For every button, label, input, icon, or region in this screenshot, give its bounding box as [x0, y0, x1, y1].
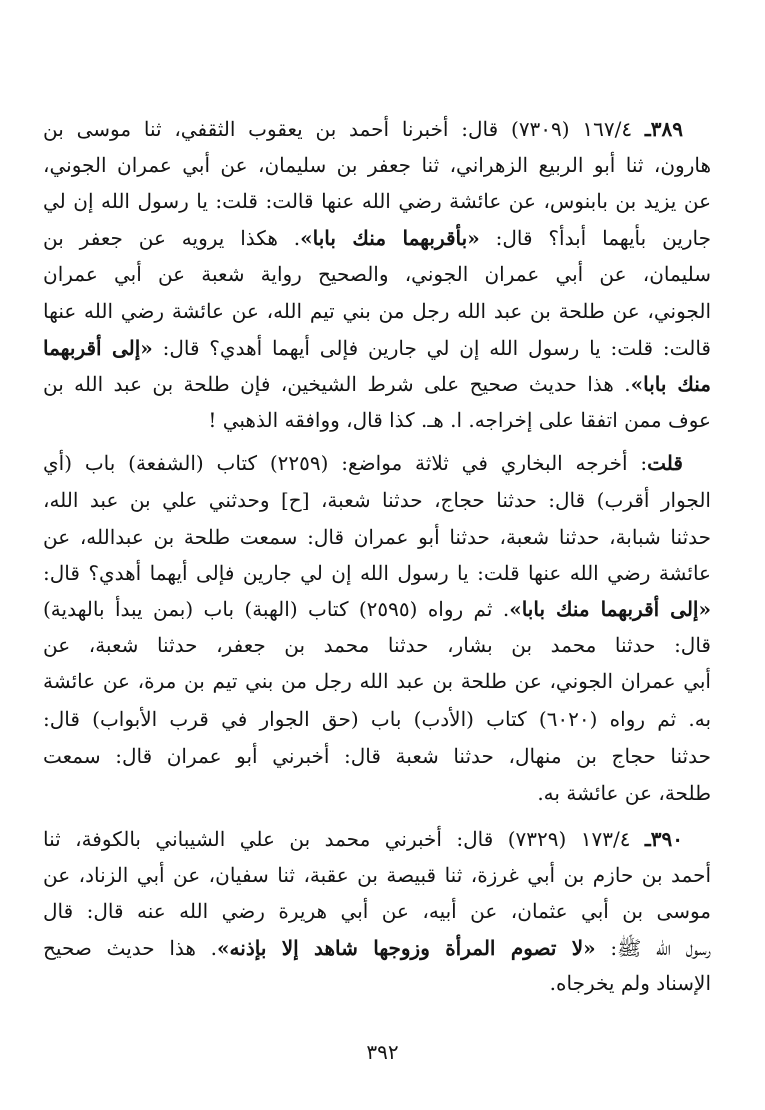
text-line	[43, 294, 711, 330]
text-line	[43, 556, 711, 592]
text-segment: . ثم رواه (٢٥٩٥) كتاب (الهبة) باب (بمن يبدأ بالهدية)	[43, 597, 510, 621]
text-segment: عائشة رضي الله عنها قلت: يا رسول الله إن لي جارين فإلى أيهما أهدي؟ قال:	[43, 561, 711, 585]
hadith-quote: «لا تصوم المرأة وزوجها شاهد إلا بإذنه»	[217, 936, 596, 960]
hadith-quote: «إلى أقربهما	[43, 336, 153, 360]
text-line	[43, 520, 711, 556]
entry-number: ٣٨٩ـ	[644, 117, 683, 141]
text-segment: . هذا حديث صحيح	[43, 936, 218, 960]
text-segment: جارين بأيهما أبدأ؟ قال:	[479, 226, 711, 250]
text-segment: . هكذا يرويه عن جعفر بن	[43, 226, 301, 250]
text-line	[43, 776, 711, 812]
text-line	[43, 592, 711, 628]
hadith-quote: منك بابا»	[630, 372, 711, 396]
text-segment: هارون، ثنا أبو الربيع الزهراني، ثنا جعفر بن سليمان، عن أبي عمران الجوني،	[43, 153, 711, 177]
page-number: ٣٩٢	[366, 1040, 399, 1064]
text-segment: قال: حدثنا محمد بن بشار، حدثنا محمد بن جعفر، حدثنا شعبة، عن	[43, 633, 711, 657]
text-segment: أبي عمران الجوني، عن طلحة بن عبد الله رجل من بني تيم بن مرة، عن عائشة	[43, 669, 711, 693]
text-line	[43, 403, 711, 439]
text-line	[43, 628, 711, 664]
text-segment: به. ثم رواه (٦٠٢٠) كتاب (الأدب) باب (حق الجوار في قرب الأبواب) قال:	[43, 707, 711, 731]
text-line	[43, 966, 711, 1002]
entry-number: ٣٩٠ـ	[644, 827, 683, 851]
text-segment: الإسناد ولم يخرجاه.	[549, 971, 711, 995]
hadith-quote: «إلى أقربهما منك بابا»	[509, 597, 711, 621]
text-line	[43, 822, 683, 858]
text-segment: قالت: قلت: يا رسول الله إن لي جارين فإلى أيهما أهدي؟ قال:	[152, 336, 711, 360]
text-line	[43, 858, 711, 894]
text-segment: الجوار أقرب) قال: حدثنا حجاج، حدثنا شعبة، [ح] وحدثني علي بن عبد الله،	[43, 488, 711, 512]
note-label: قلت	[647, 451, 683, 475]
text-line	[43, 931, 711, 967]
text-segment: الجوني، عن طلحة بن عبد الله رجل من بني تيم الله، عن عائشة رضي الله عنها	[43, 299, 711, 323]
text-line	[43, 331, 711, 367]
text-line	[43, 483, 711, 519]
text-segment: طلحة، عن عائشة به.	[537, 781, 711, 805]
text-segment: حدثنا حجاج بن منهال، حدثنا شعبة قال: أخبرني أبو عمران قال: سمعت	[43, 744, 711, 768]
text-segment: ١٦٧/٤ (٧٣٠٩) قال: أخبرنا أحمد بن يعقوب الثقفي، ثنا موسى بن	[43, 117, 645, 141]
text-line	[43, 221, 711, 257]
hadith-quote: «بأقربهما منك بابا»	[300, 226, 480, 250]
text-segment: حدثنا شبابة، حدثنا شعبة، حدثنا أبو عمران قال: سمعت طلحة بن عبدالله، عن	[43, 525, 711, 549]
text-line	[43, 664, 711, 700]
text-segment: . هذا حديث صحيح على شرط الشيخين، فإن طلحة بن عبد الله بن	[43, 372, 631, 396]
text-segment: سليمان، عن أبي عمران الجوني، والصحيح رواية شعبة عن أبي عمران	[43, 262, 711, 286]
text-line	[43, 446, 683, 482]
text-line	[43, 367, 711, 403]
text-line	[43, 148, 711, 184]
text-segment: رسول الله ﷺ:	[595, 936, 711, 960]
text-segment: عن يزيد بن بابنوس، عن عائشة رضي الله عنها قالت: قلت: يا رسول الله إن لي	[43, 189, 711, 213]
text-line	[43, 112, 683, 148]
text-line	[43, 184, 711, 220]
text-segment: ١٧٣/٤ (٧٣٢٩) قال: أخبرني محمد بن علي الشيباني بالكوفة، ثنا	[43, 827, 645, 851]
text-segment: : أخرجه البخاري في ثلاثة مواضع: (٢٢٥٩) كتاب (الشفعة) باب (أي	[43, 451, 648, 475]
text-segment: عوف ممن اتفقا على إخراجه. ا. هـ. كذا قال، ووافقه الذهبي !	[208, 408, 711, 432]
text-segment: موسى بن أبي عثمان، عن أبيه، عن أبي هريرة رضي الله عنه قال: قال	[43, 899, 711, 923]
text-line	[43, 894, 711, 930]
text-line	[43, 257, 711, 293]
text-segment: أحمد بن حازم بن أبي غرزة، ثنا قبيصة بن عقبة، ثنا سفيان، عن أبي الزناد، عن	[43, 863, 711, 887]
text-line	[43, 702, 711, 738]
text-line	[43, 739, 711, 775]
